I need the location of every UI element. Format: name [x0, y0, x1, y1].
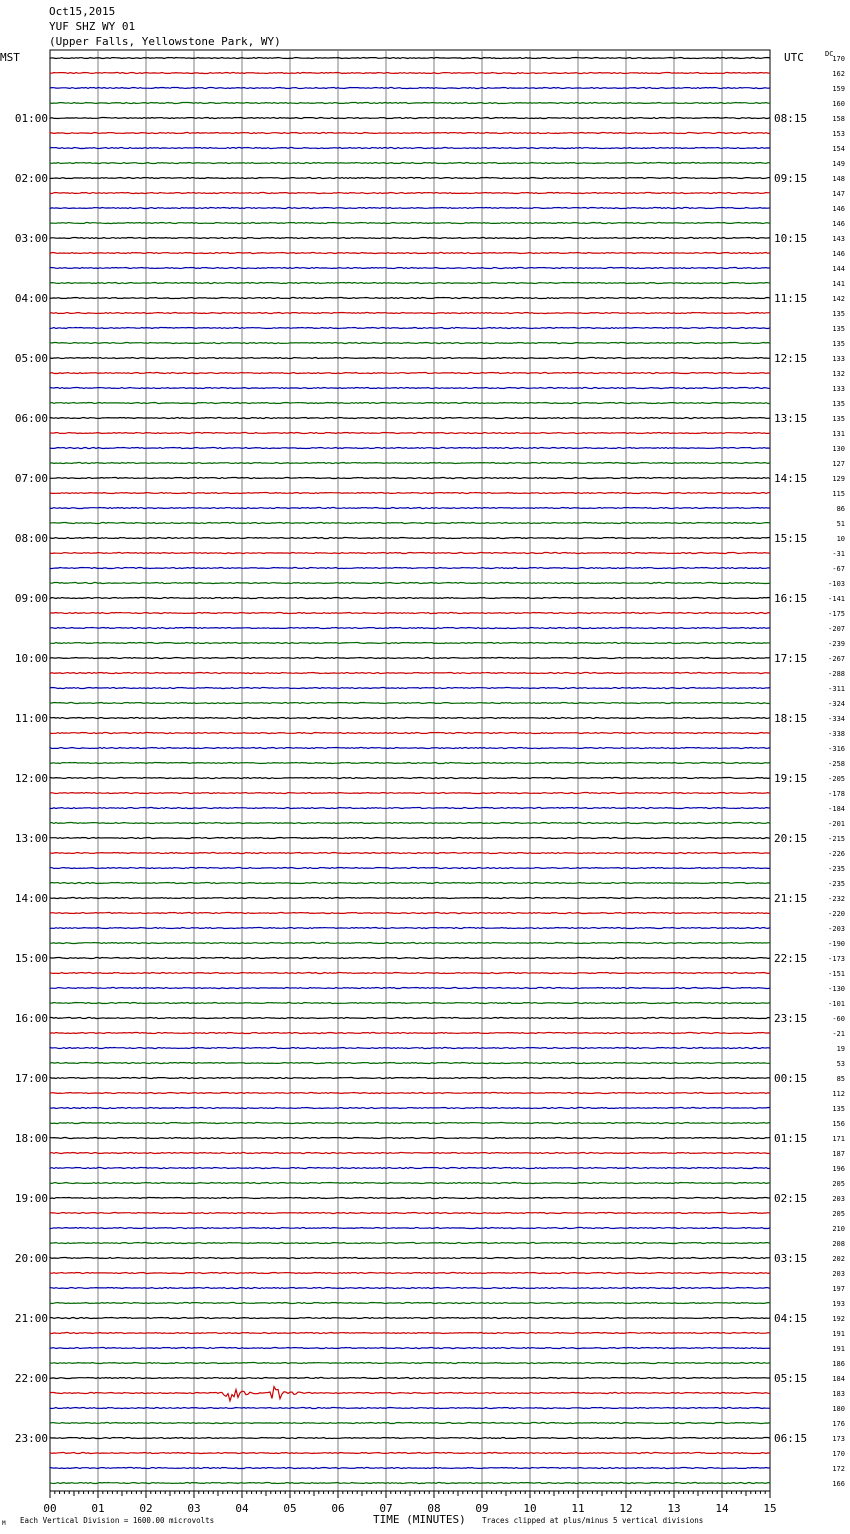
- dc-column-label: DC: [825, 50, 834, 58]
- seismic-trace: [50, 463, 770, 464]
- seismic-trace: [50, 553, 770, 554]
- seismic-trace: [50, 1003, 770, 1004]
- right-hour-label: 02:15: [774, 1192, 808, 1205]
- seismic-trace: [50, 1333, 770, 1334]
- seismic-trace: [50, 1408, 770, 1409]
- seismic-trace: [50, 1273, 770, 1274]
- dc-offset-label: 142: [832, 295, 845, 303]
- dc-offset-label: 210: [832, 1225, 845, 1233]
- dc-offset-label: 133: [832, 355, 845, 363]
- dc-offset-label: 191: [832, 1330, 845, 1338]
- right-hour-label: 10:15: [774, 232, 808, 245]
- seismic-trace: [50, 268, 770, 269]
- seismic-trace: [50, 628, 770, 629]
- dc-offset-label: 141: [832, 280, 845, 288]
- seismic-trace: [50, 493, 770, 494]
- dc-offset-label: -235: [828, 865, 845, 873]
- left-hour-label: 17:00: [14, 1072, 48, 1085]
- dc-offset-label: -232: [828, 895, 845, 903]
- dc-offset-label: 154: [832, 145, 845, 153]
- right-hour-label: 11:15: [774, 292, 808, 305]
- x-tick-label: 10: [523, 1502, 537, 1515]
- left-hour-label: 04:00: [14, 292, 48, 305]
- seismic-trace: [50, 208, 770, 209]
- dc-offset-label: 51: [836, 520, 845, 528]
- left-hour-label: 23:00: [14, 1432, 48, 1445]
- seismic-trace: [50, 1243, 770, 1244]
- right-hour-label: 13:15: [774, 412, 808, 425]
- dc-offset-label: -190: [828, 940, 845, 948]
- x-tick-label: 15: [763, 1502, 777, 1515]
- seismic-trace: [50, 928, 770, 929]
- seismic-trace: [50, 1438, 770, 1439]
- dc-offset-label: 160: [832, 100, 845, 108]
- right-hour-label: 15:15: [774, 532, 808, 545]
- right-hour-label: 17:15: [774, 652, 808, 665]
- seismic-trace: [50, 343, 770, 344]
- dc-offset-label: 156: [832, 1120, 845, 1128]
- dc-offset-label: 166: [832, 1480, 845, 1488]
- seismic-trace: [50, 328, 770, 329]
- left-hour-label: 21:00: [14, 1312, 48, 1325]
- seismic-trace: [50, 253, 770, 254]
- seismic-trace: [50, 1468, 770, 1469]
- seismic-trace: [50, 433, 770, 434]
- dc-offset-label: 180: [832, 1405, 845, 1413]
- dc-offset-label: -334: [828, 715, 845, 723]
- seismic-trace: [50, 1183, 770, 1184]
- x-tick-label: 02: [139, 1502, 153, 1515]
- dc-offset-label: 148: [832, 175, 845, 183]
- dc-offset-label: 162: [832, 70, 845, 78]
- dc-offset-label: 129: [832, 475, 845, 483]
- seismic-trace: [50, 1138, 770, 1139]
- right-hour-label: 16:15: [774, 592, 808, 605]
- dc-offset-label: -173: [828, 955, 845, 963]
- dc-offset-label: 184: [832, 1375, 845, 1383]
- dc-offset-label: 153: [832, 130, 845, 138]
- dc-offset-label: -67: [832, 565, 845, 573]
- seismic-trace: [50, 988, 770, 989]
- seismic-trace: [50, 1288, 770, 1289]
- seismic-trace: [50, 223, 770, 224]
- seismic-trace: [50, 973, 770, 974]
- station-location: (Upper Falls, Yellowstone Park, WY): [49, 35, 281, 48]
- dc-offset-label: -31: [832, 550, 845, 558]
- right-hour-label: 22:15: [774, 952, 808, 965]
- seismic-trace: [50, 853, 770, 854]
- dc-offset-label: -130: [828, 985, 845, 993]
- seismic-trace: [50, 1033, 770, 1034]
- dc-offset-label: -141: [828, 595, 845, 603]
- right-hour-label: 08:15: [774, 112, 808, 125]
- seismic-trace: [50, 1423, 770, 1424]
- dc-offset-label: -175: [828, 610, 845, 618]
- right-hour-label: 09:15: [774, 172, 808, 185]
- dc-offset-label: 197: [832, 1285, 845, 1293]
- left-hour-label: 22:00: [14, 1372, 48, 1385]
- right-hour-label: 20:15: [774, 832, 808, 845]
- seismic-trace: [50, 748, 770, 749]
- dc-offset-label: 135: [832, 340, 845, 348]
- dc-offset-label: -103: [828, 580, 845, 588]
- dc-offset-label: 187: [832, 1150, 845, 1158]
- left-hour-label: 11:00: [14, 712, 48, 725]
- seismic-trace: [50, 1018, 770, 1019]
- seismic-trace: [50, 658, 770, 659]
- seismic-trace: [50, 1387, 770, 1401]
- seismic-trace: [50, 148, 770, 149]
- dc-offset-label: -235: [828, 880, 845, 888]
- seismic-trace: [50, 868, 770, 869]
- seismic-trace: [50, 1318, 770, 1319]
- x-tick-label: 04: [235, 1502, 249, 1515]
- seismic-trace: [50, 388, 770, 389]
- dc-offset-label: -215: [828, 835, 845, 843]
- seismic-trace: [50, 1123, 770, 1124]
- dc-offset-label: 127: [832, 460, 845, 468]
- seismic-trace: [50, 1153, 770, 1154]
- seismic-trace: [50, 1063, 770, 1064]
- x-tick-label: 01: [91, 1502, 105, 1515]
- seismic-trace: [50, 913, 770, 914]
- left-hour-label: 18:00: [14, 1132, 48, 1145]
- left-hour-label: 20:00: [14, 1252, 48, 1265]
- left-hour-label: 19:00: [14, 1192, 48, 1205]
- seismic-trace: [50, 613, 770, 614]
- dc-offset-label: -21: [832, 1030, 845, 1038]
- seismic-trace: [50, 1483, 770, 1484]
- seismic-trace: [50, 283, 770, 284]
- dc-offset-label: 159: [832, 85, 845, 93]
- left-timezone-label: MST: [0, 51, 20, 64]
- dc-offset-label: -151: [828, 970, 845, 978]
- left-hour-label: 02:00: [14, 172, 48, 185]
- seismic-trace: [50, 673, 770, 674]
- seismic-trace: [50, 763, 770, 764]
- dc-offset-label: 146: [832, 250, 845, 258]
- left-hour-label: 12:00: [14, 772, 48, 785]
- right-hour-label: 03:15: [774, 1252, 808, 1265]
- record-date: Oct15,2015: [49, 5, 116, 18]
- dc-offset-label: -207: [828, 625, 845, 633]
- dc-offset-label: -226: [828, 850, 845, 858]
- dc-offset-label: 193: [832, 1300, 845, 1308]
- seismic-trace: [50, 238, 770, 239]
- left-hour-label: 09:00: [14, 592, 48, 605]
- dc-offset-label: 186: [832, 1360, 845, 1368]
- dc-offset-label: 130: [832, 445, 845, 453]
- dc-offset-label: 205: [832, 1210, 845, 1218]
- seismic-trace: [50, 73, 770, 74]
- dc-offset-label: 143: [832, 235, 845, 243]
- footer-scale-note: Each Vertical Division = 1600.00 microvolts: [20, 1516, 215, 1525]
- left-hour-label: 08:00: [14, 532, 48, 545]
- dc-offset-label: -220: [828, 910, 845, 918]
- dc-offset-label: 146: [832, 205, 845, 213]
- x-tick-label: 05: [283, 1502, 297, 1515]
- seismic-trace: [50, 718, 770, 719]
- dc-offset-label: 132: [832, 370, 845, 378]
- seismic-trace: [50, 1378, 770, 1379]
- dc-offset-label: 133: [832, 385, 845, 393]
- dc-offset-label: 135: [832, 400, 845, 408]
- left-hour-label: 10:00: [14, 652, 48, 665]
- right-hour-label: 18:15: [774, 712, 808, 725]
- seismic-trace: [50, 373, 770, 374]
- seismic-trace: [50, 163, 770, 164]
- seismic-trace: [50, 598, 770, 599]
- x-axis-title: TIME (MINUTES): [373, 1513, 466, 1526]
- left-hour-label: 14:00: [14, 892, 48, 905]
- seismic-trace: [50, 793, 770, 794]
- seismic-trace: [50, 478, 770, 479]
- dc-offset-label: 10: [836, 535, 845, 543]
- dc-offset-label: -60: [832, 1015, 845, 1023]
- seismic-trace: [50, 538, 770, 539]
- seismic-trace: [50, 1048, 770, 1049]
- dc-offset-label: 176: [832, 1420, 845, 1428]
- seismic-trace: [50, 808, 770, 809]
- left-hour-label: 07:00: [14, 472, 48, 485]
- left-hour-label: 01:00: [14, 112, 48, 125]
- dc-offset-label: -201: [828, 820, 845, 828]
- dc-offset-label: 208: [832, 1240, 845, 1248]
- left-hour-label: 06:00: [14, 412, 48, 425]
- dc-offset-label: 203: [832, 1270, 845, 1278]
- dc-offset-label: 115: [832, 490, 845, 498]
- x-tick-label: 08: [427, 1502, 441, 1515]
- right-hour-label: 14:15: [774, 472, 808, 485]
- left-hour-label: 03:00: [14, 232, 48, 245]
- seismic-trace: [50, 1213, 770, 1214]
- seismic-trace: [50, 1258, 770, 1259]
- x-tick-label: 11: [571, 1502, 585, 1515]
- right-hour-label: 06:15: [774, 1432, 808, 1445]
- dc-offset-label: 149: [832, 160, 845, 168]
- seismic-trace: [50, 943, 770, 944]
- seismic-trace: [50, 1108, 770, 1109]
- seismic-trace: [50, 103, 770, 104]
- dc-offset-label: 53: [836, 1060, 845, 1068]
- right-hour-label: 04:15: [774, 1312, 808, 1325]
- right-hour-label: 19:15: [774, 772, 808, 785]
- left-hour-label: 05:00: [14, 352, 48, 365]
- seismic-trace: [50, 1093, 770, 1094]
- left-hour-label: 16:00: [14, 1012, 48, 1025]
- x-tick-label: 13: [667, 1502, 681, 1515]
- seismic-trace: [50, 583, 770, 584]
- dc-offset-label: 131: [832, 430, 845, 438]
- dc-offset-label: 135: [832, 310, 845, 318]
- dc-offset-label: -267: [828, 655, 845, 663]
- dc-offset-label: 171: [832, 1135, 845, 1143]
- dc-offset-label: 192: [832, 1315, 845, 1323]
- x-tick-label: 09: [475, 1502, 489, 1515]
- seismic-trace: [50, 313, 770, 314]
- seismic-trace: [50, 643, 770, 644]
- dc-offset-label: 135: [832, 1105, 845, 1113]
- seismic-trace: [50, 358, 770, 359]
- right-hour-label: 12:15: [774, 352, 808, 365]
- dc-offset-label: 170: [832, 55, 845, 63]
- dc-offset-label: -338: [828, 730, 845, 738]
- station-code: YUF SHZ WY 01: [49, 20, 136, 33]
- dc-offset-label: 147: [832, 190, 845, 198]
- seismic-trace: [50, 778, 770, 779]
- seismic-trace: [50, 403, 770, 404]
- dc-offset-label: -258: [828, 760, 845, 768]
- dc-offset-label: 19: [836, 1045, 845, 1053]
- seismic-trace: [50, 688, 770, 689]
- seismic-trace: [50, 823, 770, 824]
- seismic-trace: [50, 88, 770, 89]
- right-hour-label: 21:15: [774, 892, 808, 905]
- x-tick-label: 00: [43, 1502, 57, 1515]
- x-tick-label: 06: [331, 1502, 345, 1515]
- right-hour-label: 01:15: [774, 1132, 808, 1145]
- seismic-trace: [50, 1168, 770, 1169]
- dc-offset-label: -101: [828, 1000, 845, 1008]
- seismic-trace: [50, 568, 770, 569]
- seismic-trace: [50, 133, 770, 134]
- footer-mark: M: [2, 1520, 6, 1527]
- dc-offset-label: -311: [828, 685, 845, 693]
- seismic-trace: [50, 1228, 770, 1229]
- seismic-trace: [50, 178, 770, 179]
- dc-offset-label: 146: [832, 220, 845, 228]
- seismic-trace: [50, 1198, 770, 1199]
- seismic-trace: [50, 298, 770, 299]
- dc-offset-label: 205: [832, 1180, 845, 1188]
- label-group: [0, 50, 845, 1527]
- dc-offset-label: 170: [832, 1450, 845, 1458]
- dc-offset-label: 135: [832, 325, 845, 333]
- dc-offset-label: -316: [828, 745, 845, 753]
- x-tick-label: 03: [187, 1502, 201, 1515]
- dc-offset-label: 158: [832, 115, 845, 123]
- dc-offset-label: -324: [828, 700, 845, 708]
- dc-offset-label: -288: [828, 670, 845, 678]
- seismic-trace: [50, 118, 770, 119]
- footer-clip-note: Traces clipped at plus/minus 5 vertical divisions: [482, 1516, 704, 1525]
- seismic-trace: [50, 193, 770, 194]
- dc-offset-label: 112: [832, 1090, 845, 1098]
- dc-offset-label: 196: [832, 1165, 845, 1173]
- seismic-trace: [50, 703, 770, 704]
- seismic-trace: [50, 523, 770, 524]
- seismic-trace: [50, 418, 770, 419]
- seismic-trace: [50, 508, 770, 509]
- seismic-trace: [50, 898, 770, 899]
- right-hour-label: 00:15: [774, 1072, 808, 1085]
- dc-offset-label: 173: [832, 1435, 845, 1443]
- dc-offset-label: -203: [828, 925, 845, 933]
- dc-offset-label: 191: [832, 1345, 845, 1353]
- dc-offset-label: 135: [832, 415, 845, 423]
- dc-offset-label: 183: [832, 1390, 845, 1398]
- seismic-trace: [50, 58, 770, 59]
- dc-offset-label: -239: [828, 640, 845, 648]
- dc-offset-label: -184: [828, 805, 845, 813]
- right-hour-label: 05:15: [774, 1372, 808, 1385]
- x-tick-label: 07: [379, 1502, 393, 1515]
- x-tick-label: 12: [619, 1502, 633, 1515]
- seismic-trace: [50, 733, 770, 734]
- seismic-trace: [50, 1078, 770, 1079]
- dc-offset-label: 202: [832, 1255, 845, 1263]
- dc-offset-label: -205: [828, 775, 845, 783]
- seismic-trace: [50, 838, 770, 839]
- seismic-trace: [50, 958, 770, 959]
- seismic-trace: [50, 1453, 770, 1454]
- left-hour-label: 15:00: [14, 952, 48, 965]
- dc-offset-label: 86: [836, 505, 845, 513]
- left-hour-label: 13:00: [14, 832, 48, 845]
- dc-offset-label: 144: [832, 265, 845, 273]
- seismic-trace: [50, 1348, 770, 1349]
- dc-offset-label: -178: [828, 790, 845, 798]
- trace-group: [50, 58, 770, 1484]
- dc-offset-label: 172: [832, 1465, 845, 1473]
- right-timezone-label: UTC: [784, 51, 804, 64]
- dc-offset-label: 203: [832, 1195, 845, 1203]
- x-tick-label: 14: [715, 1502, 729, 1515]
- dc-offset-label: 85: [836, 1075, 845, 1083]
- seismic-trace: [50, 883, 770, 884]
- seismic-trace: [50, 1363, 770, 1364]
- right-hour-label: 23:15: [774, 1012, 808, 1025]
- seismic-trace: [50, 1303, 770, 1304]
- seismic-trace: [50, 448, 770, 449]
